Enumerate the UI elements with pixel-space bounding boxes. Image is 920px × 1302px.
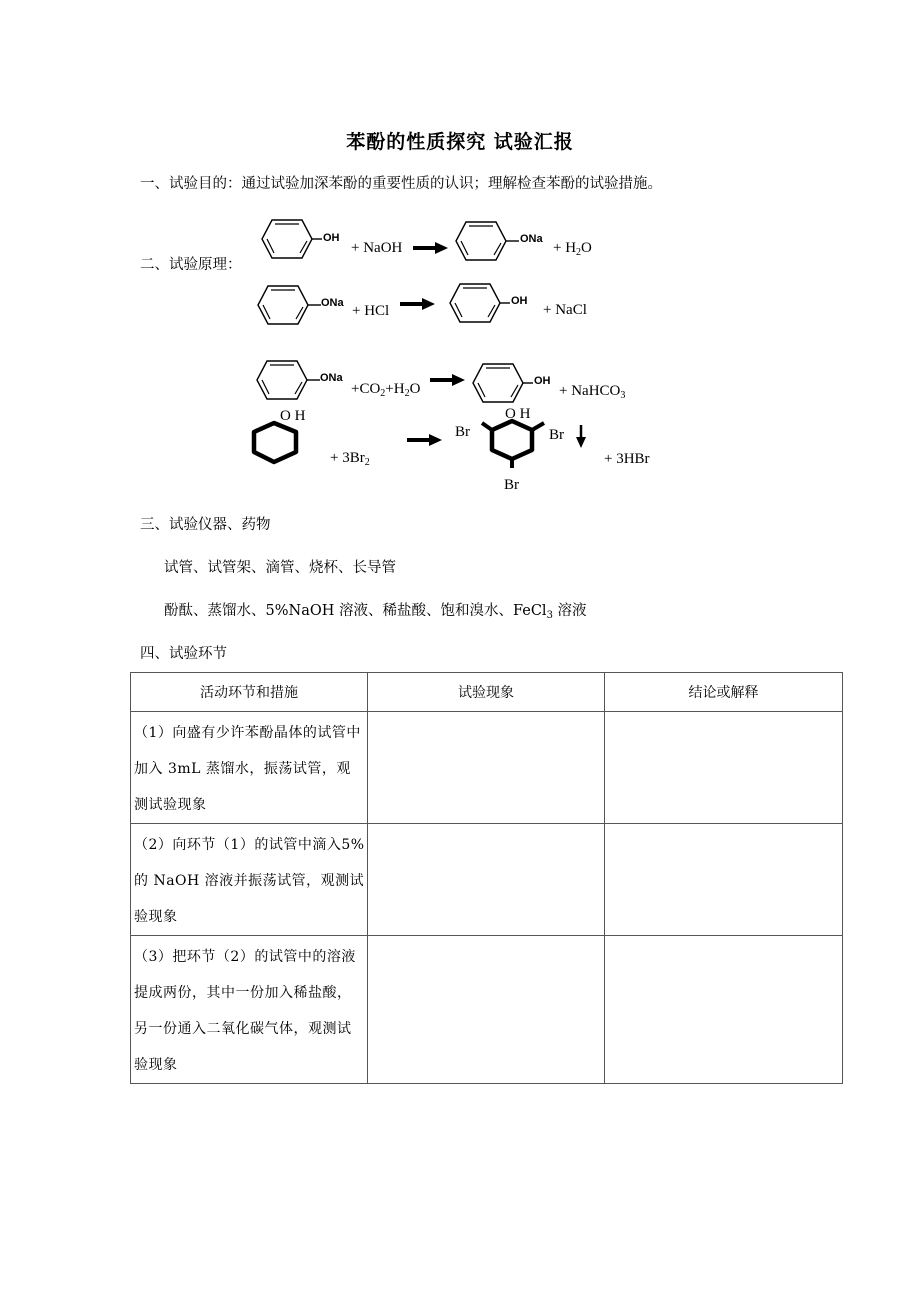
byproduct-text: + H: [553, 240, 577, 256]
hydroxyl-group-label: OH: [534, 375, 551, 387]
bromine-bottom-label: Br: [504, 477, 519, 493]
reagent-naoh: + NaOH: [351, 240, 403, 256]
instruments-list: 试管、试管架、滴管、烧杯、长导管: [164, 560, 396, 576]
benzene-ring-icon: [473, 362, 533, 406]
table-row: [131, 712, 843, 824]
byproduct-text: + NaHCO: [559, 383, 621, 399]
reagents-text: 溶液: [552, 603, 587, 619]
hydroxyl-group-label: OH: [511, 295, 528, 307]
phenomenon-cell[interactable]: [368, 712, 605, 824]
bromine-right-label: Br: [549, 427, 564, 443]
column-header: 结论或解释: [605, 673, 843, 712]
reagent-text: O: [409, 381, 421, 397]
benzene-ring-icon: [450, 282, 510, 326]
hydrogen-label: H: [519, 406, 531, 422]
benzene-ring-icon: [257, 359, 321, 403]
conclusion-cell[interactable]: [605, 824, 843, 936]
sodium-phenoxide-group-label: ONa: [320, 372, 343, 384]
oxygen-label: O: [280, 408, 291, 424]
subscript: 2: [576, 247, 582, 258]
conclusion-cell[interactable]: [605, 936, 843, 1084]
column-header: 活动环节和措施: [131, 673, 368, 712]
bold-benzene-ring-icon: [250, 420, 306, 466]
reagent-hcl: + HCl: [352, 303, 390, 319]
sodium-phenoxide-group-label: ONa: [520, 233, 543, 245]
benzene-ring-icon: [258, 284, 322, 328]
section-principle-heading: 二、试验原理：: [140, 257, 242, 273]
reagent-co2-water: [351, 381, 420, 398]
experiment-table: [130, 672, 843, 1084]
hydroxyl-o-label: [280, 408, 305, 425]
reagent-text: + 3Br: [330, 450, 365, 466]
subscript: 2: [364, 457, 370, 468]
section-steps-heading: 四、试验环节: [140, 646, 227, 662]
subscript: 2: [380, 388, 386, 399]
byproduct-nahco3: [559, 383, 625, 400]
reagent-text: +H: [385, 381, 405, 397]
step-cell: （2）向环节（1）的试管中滴入5%的 NaOH 溶液并振荡试管，观测试验现象: [131, 824, 368, 936]
reaction-arrow-icon: [413, 242, 449, 254]
bromine-left-label: Br: [455, 424, 470, 440]
subscript: 3: [546, 610, 553, 621]
sodium-phenoxide-group-label: ONa: [321, 297, 344, 309]
product-hydroxyl-label: [505, 406, 530, 423]
step-cell: （3）把环节（2）的试管中的溶液提成两份，其中一份加入稀盐酸，另一份通入二氧化碳气体，观测试验现象: [131, 936, 368, 1084]
phenomenon-cell[interactable]: [368, 936, 605, 1084]
hydrogen-label: H: [294, 408, 306, 424]
benzene-ring-icon: [456, 220, 520, 264]
table-row: [131, 936, 843, 1084]
byproduct-hbr: + 3HBr: [604, 451, 650, 467]
subscript: 2: [404, 388, 410, 399]
reaction-arrow-icon: [407, 434, 443, 446]
subscript: 3: [620, 390, 626, 401]
section-purpose: 一、试验目的：通过试验加深苯酚的重要性质的认识；理解检查苯酚的试验措施。: [140, 176, 662, 192]
precipitate-arrow-icon: [575, 425, 587, 449]
oxygen-label: O: [505, 406, 516, 422]
byproduct-text: O: [581, 240, 592, 256]
reagent-bromine: [330, 450, 370, 467]
reagents-list: [164, 599, 587, 620]
column-header: 试验现象: [368, 673, 605, 712]
hydroxyl-group-label: OH: [323, 232, 340, 244]
reagent-text: +CO: [351, 381, 381, 397]
step-cell: （1）向盛有少许苯酚晶体的试管中加入 3mL 蒸馏水，振荡试管，观测试验现象: [131, 712, 368, 824]
page-title: 苯酚的性质探究 试验汇报: [346, 131, 574, 153]
section-materials-heading: 三、试验仪器、药物: [140, 517, 271, 533]
table-row: [131, 824, 843, 936]
table-header-row: [131, 673, 843, 712]
reaction-arrow-icon: [430, 374, 466, 386]
conclusion-cell[interactable]: [605, 712, 843, 824]
byproduct-water: [553, 240, 592, 257]
phenomenon-cell[interactable]: [368, 824, 605, 936]
reagents-text: 酚酞、蒸馏水、5%NaOH 溶液、稀盐酸、饱和溴水、FeCl: [164, 603, 547, 619]
byproduct-nacl: + NaCl: [543, 302, 587, 318]
benzene-ring-icon: [262, 218, 322, 262]
reaction-arrow-icon: [400, 298, 436, 310]
